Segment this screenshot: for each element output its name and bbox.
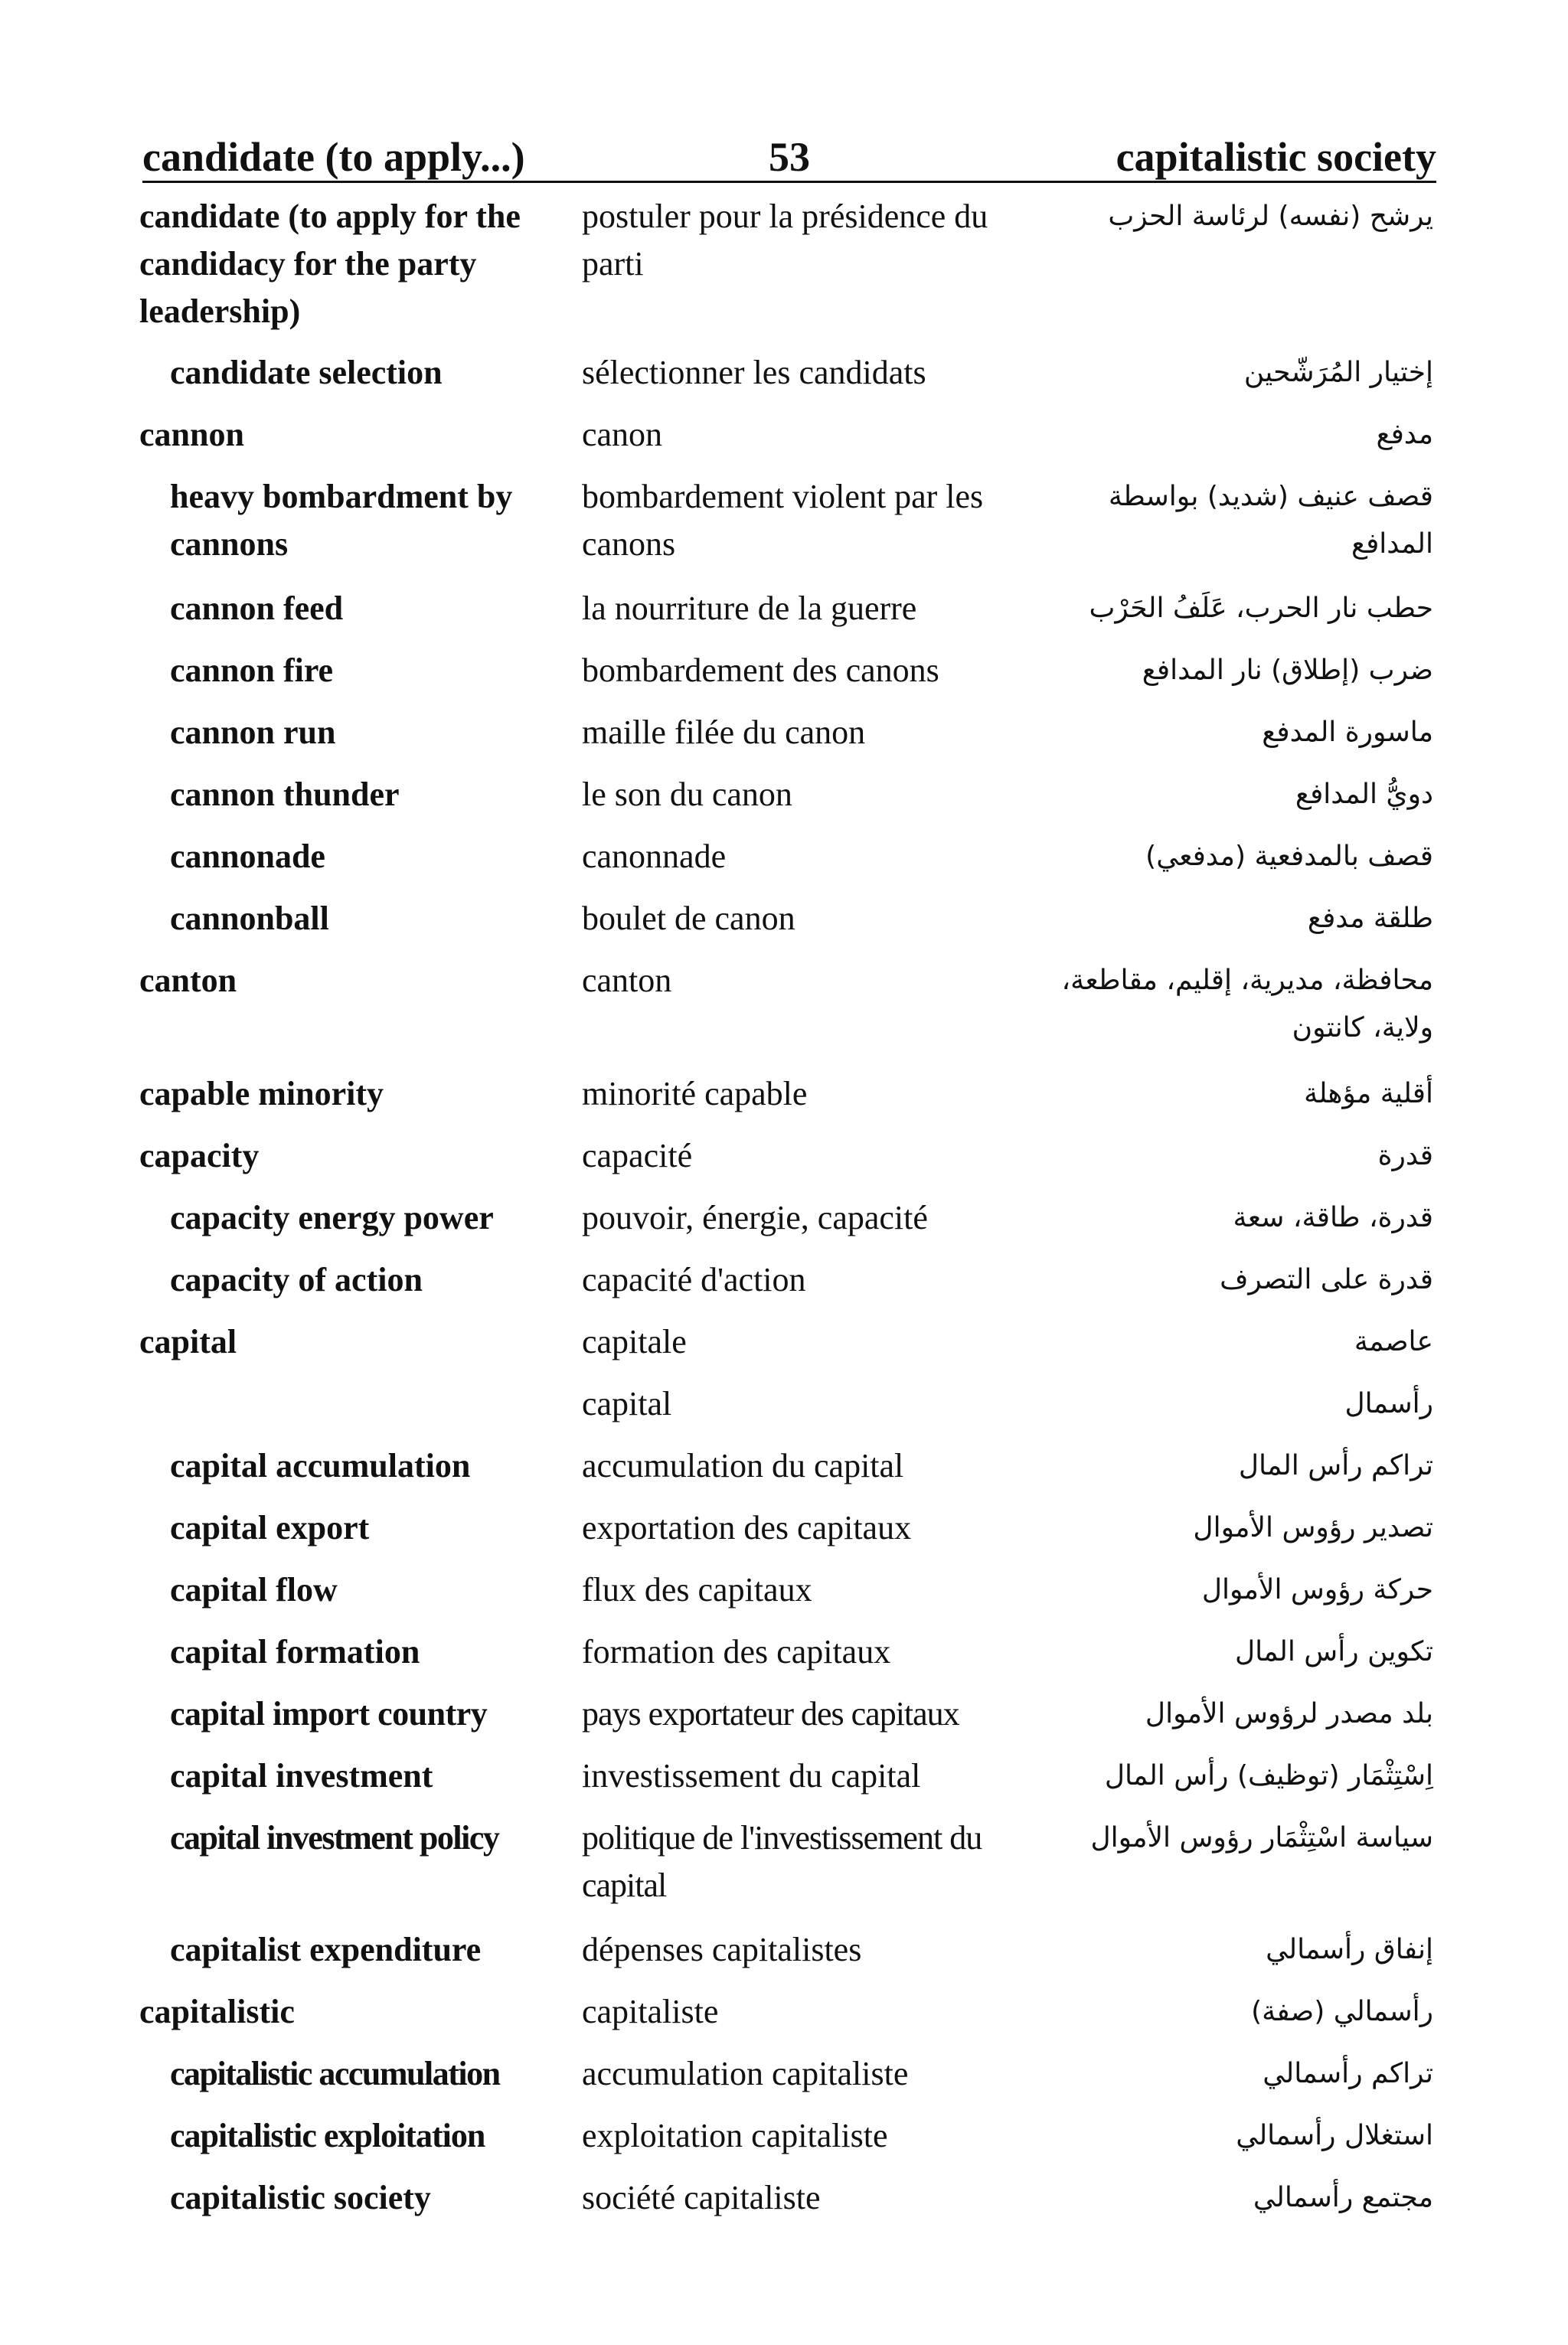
entry-french: capitaliste	[582, 1993, 719, 2030]
entry-arabic: قدرة على التصرف	[1220, 1264, 1433, 1295]
entry-arabic: مجتمع رأسمالي	[1253, 2182, 1433, 2213]
entry-french: formation des capitaux	[582, 1633, 891, 1671]
entry-english: cannonade	[170, 838, 325, 875]
entry-arabic: رأسمال	[1344, 1388, 1433, 1419]
entry-english: capacity of action	[170, 1261, 423, 1298]
entry-french: boulet de canon	[582, 900, 795, 937]
entry-arabic: يرشح (نفسه) لرئاسة الحزب	[1108, 201, 1433, 232]
entry-english: capital import country	[170, 1695, 488, 1733]
entry-english: capital investment policy	[170, 1819, 499, 1857]
entry-french: exportation des capitaux	[582, 1509, 912, 1546]
entry-english: capitalistic exploitation	[170, 2117, 485, 2154]
entry-french: postuler pour la présidence du parti	[582, 198, 988, 283]
entry-arabic: قصف بالمدفعية (مدفعي)	[1145, 841, 1433, 872]
entry-english: capacity	[139, 1137, 260, 1174]
entry-arabic: ضرب (إطلاق) نار المدافع	[1142, 655, 1433, 686]
entry-english: heavy bombardment by cannons	[170, 478, 513, 563]
entry-arabic: حطب نار الحرب، عَلَفُ الحَرْب	[1089, 593, 1433, 624]
entry-arabic: قصف عنيف (شديد) بواسطة المدافع	[1108, 481, 1433, 560]
entry-arabic: تكوين رأس المال	[1234, 1636, 1433, 1667]
entry-english: capital export	[170, 1509, 370, 1546]
entry-arabic: دويُّ المدافع	[1295, 779, 1433, 810]
entry-arabic: عاصمة	[1354, 1326, 1433, 1357]
entry-arabic: تصدير رؤوس الأموال	[1193, 1512, 1433, 1543]
entry-english: capitalistic	[139, 1993, 295, 2030]
entry-french: sélectionner les candidats	[582, 354, 926, 391]
entry-french: canton	[582, 962, 672, 999]
entry-arabic: حركة رؤوس الأموال	[1201, 1574, 1433, 1605]
entry-arabic: قدرة، طاقة، سعة	[1233, 1202, 1433, 1233]
entry-french: politique de l'investissement du capital	[582, 1819, 982, 1904]
entry-french: la nourriture de la guerre	[582, 590, 917, 627]
entry-french: accumulation du capital	[582, 1447, 904, 1484]
entry-english: cannonball	[170, 900, 329, 937]
page-number: 53	[769, 134, 810, 180]
entry-english: capital flow	[170, 1571, 338, 1609]
entry-french: accumulation capitaliste	[582, 2055, 909, 2092]
entry-french: pays exportateur des capitaux	[582, 1695, 959, 1733]
entry-english: capitalist expenditure	[170, 1931, 482, 1968]
entry-english: capital formation	[170, 1633, 420, 1671]
entry-french: capacité	[582, 1137, 693, 1174]
entry-arabic: أقلية مؤهلة	[1304, 1078, 1433, 1109]
entry-english: capable minority	[139, 1075, 384, 1112]
entry-arabic: تراكم رأس المال	[1238, 1450, 1433, 1481]
header-last-entry: capitalistic society	[1116, 134, 1436, 180]
entry-arabic: إختيار المُرَشّحين	[1243, 357, 1433, 388]
entry-french: le son du canon	[582, 776, 792, 813]
entry-arabic: قدرة	[1377, 1140, 1433, 1171]
entry-english: cannon run	[170, 714, 336, 751]
entry-french: investissement du capital	[582, 1757, 921, 1795]
entry-french: dépenses capitalistes	[582, 1931, 862, 1968]
entry-french: flux des capitaux	[582, 1571, 812, 1609]
entry-french: pouvoir, énergie, capacité	[582, 1199, 928, 1236]
entry-french: capacité d'action	[582, 1261, 806, 1298]
entry-english: capitalistic accumulation	[170, 2055, 500, 2092]
entry-english: capacity energy power	[170, 1199, 494, 1236]
entry-french: exploitation capitaliste	[582, 2117, 888, 2154]
entry-arabic: ماسورة المدفع	[1262, 717, 1433, 748]
entry-french: canonnade	[582, 838, 727, 875]
entry-arabic: بلد مصدر لرؤوس الأموال	[1145, 1698, 1433, 1729]
entry-arabic: اِسْتِثْمَار (توظيف) رأس المال	[1104, 1760, 1433, 1791]
entry-english: capital	[139, 1323, 237, 1360]
entry-arabic: سياسة اسْتِثْمَار رؤوس الأموال	[1090, 1822, 1433, 1853]
entry-english: cannon	[139, 416, 244, 453]
entry-french: bombardement des canons	[582, 652, 939, 689]
entry-english: cannon thunder	[170, 776, 400, 813]
entry-english: cannon fire	[170, 652, 334, 689]
entry-english: capital accumulation	[170, 1447, 471, 1484]
header-first-entry: candidate (to apply...)	[142, 134, 525, 180]
entry-english: candidate selection	[170, 354, 443, 391]
entry-english: candidate (to apply for the candidacy for the party leadership)	[139, 198, 521, 330]
entry-french: minorité capable	[582, 1075, 808, 1112]
entry-french: société capitaliste	[582, 2179, 821, 2216]
entry-english: capital investment	[170, 1757, 433, 1795]
entry-english: cannon feed	[170, 590, 344, 627]
entry-english: canton	[139, 962, 237, 999]
entry-french: canon	[582, 416, 663, 453]
entry-arabic: مدفع	[1376, 419, 1433, 450]
entry-arabic: رأسمالي (صفة)	[1251, 1996, 1433, 2027]
entry-french: capital	[582, 1385, 672, 1422]
entry-arabic: استغلال رأسمالي	[1236, 2120, 1433, 2151]
entry-french: capitale	[582, 1323, 687, 1360]
entry-french: bombardement violent par les canons	[582, 478, 984, 563]
entry-arabic: طلقة مدفع	[1307, 903, 1433, 934]
entry-arabic: محافظة، مديرية، إقليم، مقاطعة، ولاية، كانتون	[1061, 965, 1433, 1043]
entry-french: maille filée du canon	[582, 714, 866, 751]
entry-arabic: تراكم رأسمالي	[1263, 2058, 1433, 2089]
entry-english: capitalistic society	[170, 2179, 431, 2216]
entry-arabic: إنفاق رأسمالي	[1266, 1934, 1433, 1965]
